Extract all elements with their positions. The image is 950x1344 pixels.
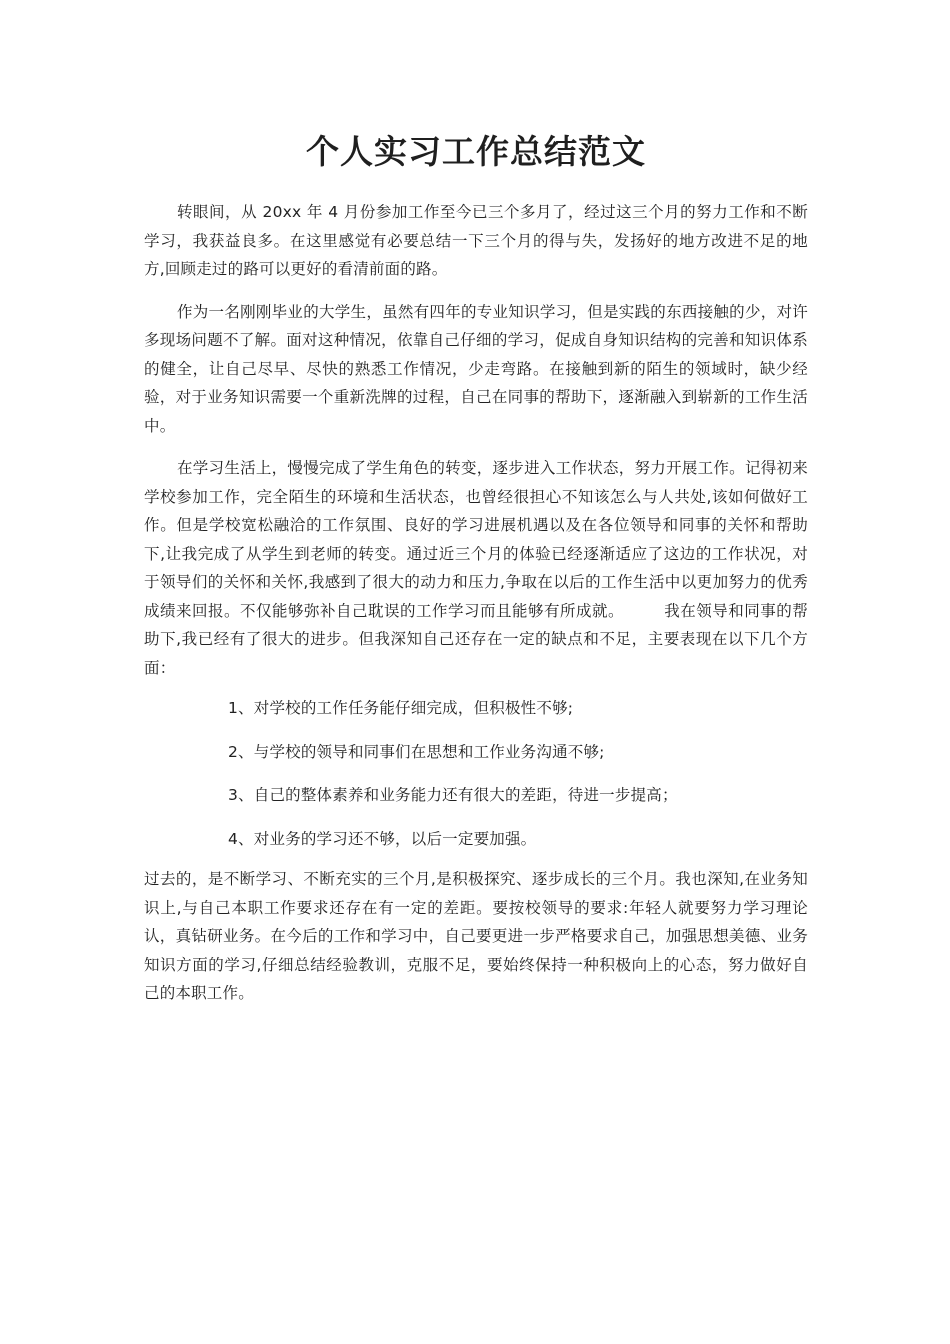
document-page: [144, 120, 808, 1008]
paragraph-graduate: 作为一名刚刚毕业的大学生，虽然有四年的专业知识学习，但是实践的东西接触的少，对许多现场问题不了解。面对这种情况，依靠自己仔细的学习，促成自身知识结构的完善和知识体系的健全，让自己尽早、尽快的熟悉工作情况，少走弯路。在接触到新的陌生的领域时，缺少经验，对于业务知识需要一个重新洗牌的过程，自己在同事的帮助下，逐渐融入到崭新的工作生活中。: [144, 302, 808, 435]
page-title: 个人实习工作总结范文: [306, 132, 646, 171]
list-item: 1、对学校的工作任务能仔细完成，但积极性不够;: [228, 699, 574, 717]
list-item: 4、对业务的学习还不够，以后一定要加强。: [228, 829, 537, 848]
paragraph-intro: 转眼间，从 20xx 年 4 月份参加工作至今已三个多月了，经过这三个月的努力工作和不断学习，我获益良多。在这里感觉有必要总结一下三个月的得与失，发扬好的地方改进不足的地方,回顾走过的路可以更好的看清前面的路。: [144, 203, 808, 278]
list-item: 3、自己的整体素养和业务能力还有很大的差距，待进一步提高；: [228, 786, 678, 804]
paragraph-study-life: 在学习生活上，慢慢完成了学生角色的转变，逐步进入工作状态，努力开展工作。记得初来学校参加工作，完全陌生的环境和生活状态，也曾经很担心不知该怎么与人共处,该如何做好工作。但是学校宽松融洽的工作氛围、良好的学习进展机遇以及在各位领导和同事的关怀和帮助下,让我完成了从学生到老师的转变。通过近三个月的体验已经逐渐适应了这边的工作状况，对于领导们的关怀和关怀,我感到了很大的动力和压力,争取在以后的工作生活中以更加努力的优秀成绩来回报。不仅能够弥补自己耽误的工作学习而且能够有所成就。 我在领导和同事的帮助下,我已经有了很大的进步。但我深知自己还存在一定的缺点和不足，主要表现在以下几个方面：: [144, 459, 808, 677]
list-item: 2、与学校的领导和同事们在思想和工作业务沟通不够;: [228, 742, 605, 761]
paragraph-closing: 过去的，是不断学习、不断充实的三个月,是积极探究、逐步成长的三个月。我也深知,在业务知识上,与自己本职工作要求还存在有一定的差距。要按校领导的要求:年轻人就要努力学习理论认，真钻研业务。在今后的工作和学习中，自己要更进一步严格要求自己，加强思想美德、业务知识方面的学习,仔细总结经验教训，克服不足，要始终保持一种积极向上的心态，努力做好自己的本职工作。: [144, 870, 808, 1002]
shortcomings-list: [144, 694, 808, 853]
